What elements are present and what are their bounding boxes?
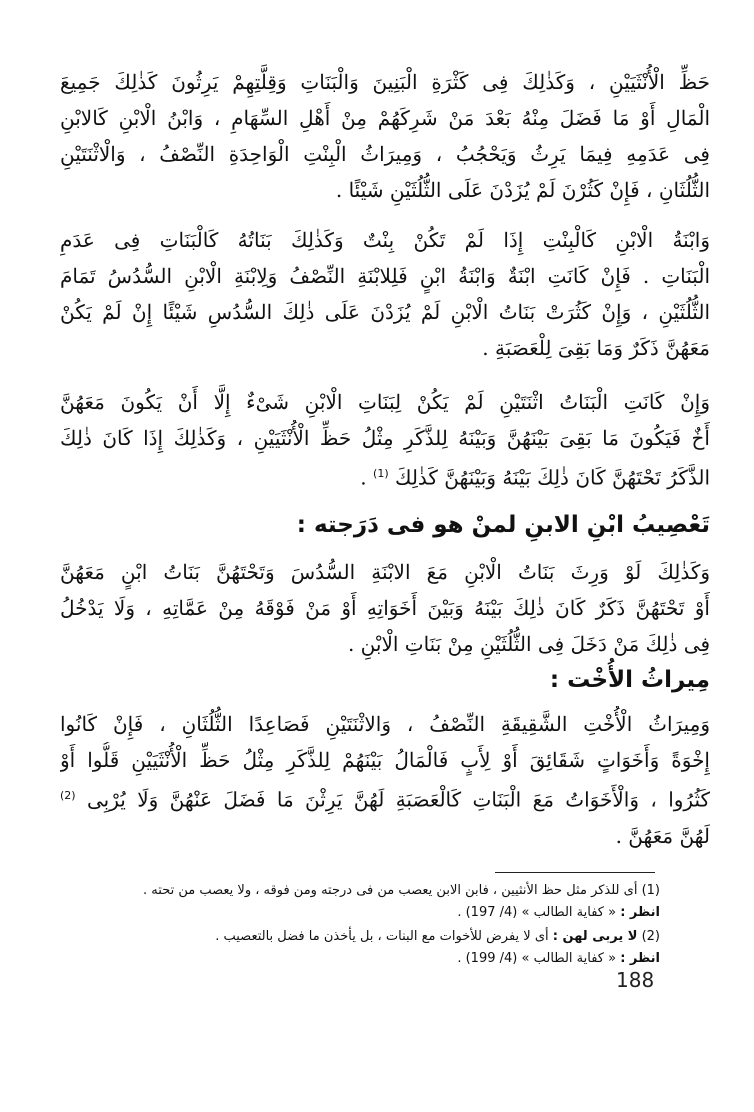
text-line: فِى عَدَمِهِ فِيمَا يَرِثُ وَيَحْجُبُ ، وَمِيرَاثُ الْبِنْتِ الْوَاحِدَةِ النِّصْفُ ، وَالْاثْنَتَيْنِ xyxy=(60,142,710,166)
text-line: الثُّلُثَيْنِ ، وَإِنْ كَثُرَتْ بَنَاتُ الْابْنِ لَمْ يُزَدْنَ عَلَى ذٰلِكَ السُّدُسِ شَيْئًا إِنْ لَمْ يَكُنْ xyxy=(60,300,710,324)
footnote-ref-source: « كفاية الطالب » (4/ 199) . xyxy=(457,951,617,966)
footnote-ref-label: انظر : xyxy=(620,905,660,920)
footnote-2 xyxy=(110,926,660,970)
footnote-ref-1: (1) xyxy=(373,467,389,480)
footnote-2-reference xyxy=(110,948,660,970)
page-number: 188 xyxy=(616,968,655,992)
paragraph-2 xyxy=(60,222,710,366)
footnote-ref-2: (2) xyxy=(60,789,76,802)
text-line: لَهُنَّ مَعَهُنَّ . xyxy=(615,823,710,848)
text-line: الْبَنَاتِ . فَإِنْ كَانَتِ ابْنَةٌ وَابْنَةُ ابْنٍ فَلِلابْنَةِ النِّصْفُ وَلِابْنَةِ الْابْنِ السُّدُسُ تَمَامَ xyxy=(60,264,710,288)
footnote-explanation: أى لا يفرض للأخوات مع البنات ، بل يأخذن ما فضل بالتعصيب . xyxy=(215,929,549,944)
text-line: أَوْ تَحْتَهُنَّ ذَكَرٌ كَانَ ذٰلِكَ بَيْنَهُ وَبَيْنَ أَخَوَاتِهِ أَوْ مَنْ فَوْقَهُ مِنْ عَمَّاتِهِ ، وَلَا يَدْخُلُ xyxy=(60,596,710,620)
section-heading-1: تَعْصِيبُ ابْنِ الابنِ لمنْ هو فى دَرَجته : xyxy=(296,512,710,538)
text-line: فِى ذٰلِكَ مَنْ دَخَلَ فِى الثُّلُثَيْنِ مِنْ بَنَاتِ الْابْنِ . xyxy=(347,632,710,656)
text-line: حَظِّ الْأُنْثَيَيْنِ ، وَكَذٰلِكَ فِى كَثْرَةِ الْبَنِينَ وَالْبَنَاتِ وَقِلَّتِهِمْ يَرِثُونَ كَذٰلِكَ جَمِيعَ xyxy=(60,70,710,94)
paragraph-3 xyxy=(60,384,710,496)
text-run: . xyxy=(360,465,367,490)
text-line: وَابْنَةُ الْابْنِ كَالْبِنْتِ إِذَا لَمْ تَكُنْ بِنْتٌ وَكَذٰلِكَ بَنَاتُهُ كَالْبَنَاتِ فِى عَدَمِ xyxy=(60,228,710,252)
section-heading-2: مِيراثُ الأُخْت : xyxy=(549,667,710,693)
paragraph-1 xyxy=(60,64,710,208)
text-line xyxy=(60,456,710,496)
text-line: وَكَذٰلِكَ لَوْ وَرِثَ بَنَاتُ الْابْنِ مَعَ الابْنَةِ السُّدُسَ وَتَحْتَهُنَّ بَنَاتُ ابْنٍ مَعَهُنَّ xyxy=(60,560,710,584)
footnote-1 xyxy=(110,880,660,924)
text-line: الثُّلُثَانِ ، فَإِنْ كَثُرْنَ لَمْ يُزَدْنَ عَلَى الثُّلُثَيْنِ شَيْئًا . xyxy=(335,178,710,202)
text-line: أَخٌ فَيَكُونَ مَا بَقِىَ بَيْنَهُنَّ وَبَيْنَهُ لِلذَّكَرِ مِثْلُ حَظِّ الْأُنْثَيَيْنِ ، وَكَذٰلِكَ إِذَا كَانَ ذٰلِكَ xyxy=(60,426,710,450)
text-run: الذَّكَرُ تَحْتَهُنَّ كَانَ ذٰلِكَ بَيْنَهُ وَبَيْنَهُنَّ كَذٰلِكَ xyxy=(394,465,710,490)
paragraph-5 xyxy=(60,706,710,854)
text-line: الْمَالِ أَوْ مَا فَضَلَ مِنْهُ بَعْدَ مَنْ شَرِكَهُمْ مِنْ أَهْلِ السِّهَامِ ، وَابْنُ الْابْنِ كَالابْنِ xyxy=(60,106,710,130)
text-line: وَإِنْ كَانَتِ الْبَنَاتُ اثْنَتَيْنِ لَمْ يَكُنْ لِبَنَاتِ الْابْنِ شَىْءٌ إِلَّا أَنْ يَكُونَ مَعَهُنَّ xyxy=(60,390,710,414)
text-line: مَعَهُنَّ ذَكَرٌ وَمَا بَقِىَ لِلْعَصَبَةِ . xyxy=(482,336,710,360)
footnote-1-text: (1) أى للذكر مثل حظ الأنثيين ، فابن الابن يعصب من فى درجته ومن فوقه ، ولا يعصب من تحته . xyxy=(143,883,660,898)
footnote-divider xyxy=(495,872,655,873)
footnote-term: لا يربى لهن : xyxy=(552,929,638,944)
text-line xyxy=(60,778,710,818)
footnote-2-text xyxy=(110,926,660,948)
paragraph-4 xyxy=(60,554,710,662)
footnote-number: (2) xyxy=(641,929,660,944)
text-run: كَثُرُوا ، وَالْأَخَوَاتُ مَعَ الْبَنَاتِ كَالْعَصَبَةِ لَهُنَّ يَرِثْنَ مَا فَضَلَ عَنْهُنَّ وَلَا يُرْبِى xyxy=(86,787,710,812)
footnote-1-reference xyxy=(110,902,660,924)
footnote-ref-source: « كفاية الطالب » (4/ 197) . xyxy=(457,905,617,920)
text-line: إِخْوَةً وَأَخَوَاتٍ شَقَائِقَ أَوْ لِأَبٍ فَالْمَالُ بَيْنَهُمْ لِلذَّكَرِ مِثْلُ حَظِّ الْأُنْثَيَيْنِ قَلُّوا أَوْ xyxy=(60,748,710,772)
text-line: وَمِيرَاثُ الْأُخْتِ الشَّقِيقَةِ النِّصْفُ ، وَالاثْنَتَيْنِ فَصَاعِدًا الثُّلُثَانِ ، فَإِنْ كَانُوا xyxy=(60,712,710,736)
footnote-ref-label: انظر : xyxy=(620,951,660,966)
